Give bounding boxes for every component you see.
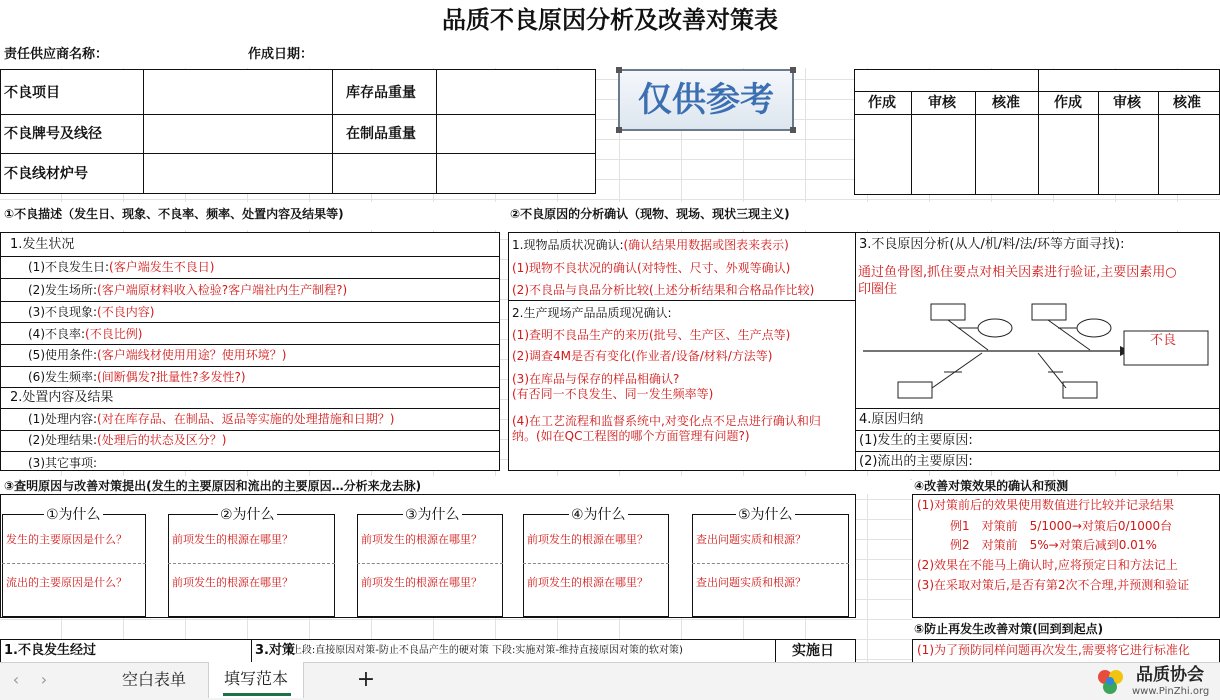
why1-q2: 流出的主要原因是什么？ (6, 576, 127, 589)
why4-q2: 前项发生的根源在哪里？ (527, 576, 648, 589)
s1-i3: (3)不良现象: (28, 305, 98, 319)
s2-p2: 2.生产现场产品品质现况确认: (512, 306, 672, 320)
tab-next-button[interactable]: › (40, 670, 48, 689)
s1-i4-note: (不良比例) (85, 327, 143, 341)
s2-p1b: (2)不良品与良品分析比较(上述分析结果和合格品作比较) (512, 283, 815, 297)
why-label-2: ②为什么 (220, 507, 275, 523)
section1-title: ①不良描述（发生日、现象、不良率、频率、处置内容及结果等) (4, 207, 344, 221)
fishbone-head-label: 不良 (1150, 333, 1177, 348)
s2-p2d2: 纳。(如在QC工程图的哪个方面管理有问题?) (512, 429, 750, 443)
s2-p2c2: (有否同一不良发生、同一发生频率等) (512, 387, 714, 401)
approval-table (854, 69, 1220, 195)
bottom-b3: 3.对策 (255, 643, 295, 658)
approval-approve-2: 核准 (1173, 95, 1201, 111)
why-label-4: ④为什么 (571, 507, 626, 523)
s1-j2-note: (处理后的状态及区分？) (97, 433, 227, 447)
why-box-2 (168, 514, 335, 617)
s1-i2: (2)发生场所: (28, 283, 98, 297)
s4-a2: 例1 对策前 5/1000→对策后0/1000台 (950, 519, 1173, 533)
bad-batch-label: 不良线材炉号 (4, 166, 88, 182)
s5-a1: (1)为了预防同样问题再次发生,需要将它进行标准化 (917, 643, 1190, 657)
why-box-1 (2, 514, 146, 617)
s1-j3: (3)其它事项: (28, 456, 98, 470)
s2-p1a: (1)现物不良状况的确认(对特性、尺寸、外观等确认) (512, 261, 791, 275)
tab-prev-button[interactable]: ‹ (12, 670, 20, 689)
s1-i3-note: (不良内容) (97, 305, 155, 319)
bad-grade-label: 不良牌号及线径 (4, 126, 102, 142)
bad-item-label: 不良项目 (4, 85, 60, 101)
s4-a4: (2)效果在不能马上确认时,应将预定日和方法记上 (917, 558, 1178, 572)
section3-title: ③查明原因与改善对策提出(发生的主要原因和流出的主要原因…分析来龙去脉) (4, 479, 422, 493)
s2-p2a: (1)查明不良品生产的来历(批号、生产区、生产点等) (512, 328, 791, 342)
watermark-image[interactable] (618, 69, 794, 131)
s2-p3r2: 印圈住 (858, 282, 898, 297)
section4-box (912, 494, 1220, 618)
why3-q1: 前项发生的根源在哪里？ (361, 533, 482, 546)
s1-h1: 1.发生状况 (10, 237, 75, 252)
section2-title: ②不良原因的分析确认（现物、现场、现状三现主义) (510, 207, 790, 221)
fishbone-diagram (858, 300, 1218, 406)
why-box-3 (357, 514, 503, 617)
s1-i6-note: (间断偶发?批量性?多发性?) (97, 370, 246, 384)
s2-p1-note: (确认结果用数据或图表来表示) (623, 238, 789, 252)
why-label-1: ①为什么 (46, 507, 101, 523)
tab-filled-example-label: 填写范本 (223, 669, 288, 688)
logo-name: 品质协会 (1136, 665, 1204, 685)
s1-i4: (4)不良率: (28, 327, 86, 341)
why4-q1: 前项发生的根源在哪里？ (527, 533, 648, 546)
why-label-3: ③为什么 (405, 507, 460, 523)
s1-i2-note: (客户端原材料收入检验?客户端社内生产制程?) (97, 283, 348, 297)
why5-q1: 查出问题实质和根源？ (696, 533, 806, 546)
s1-i5: (5)使用条件: (28, 348, 98, 362)
site-logo (1094, 665, 1218, 699)
s2-p2c1: (3)在库品与保存的样品相确认? (512, 372, 680, 386)
s1-j1-note: (对在库存品、在制品、返品等实施的处理措施和日期？) (97, 412, 395, 426)
stock-weight-label: 库存品重量 (346, 85, 416, 101)
why-label-5: ⑤为什么 (738, 507, 793, 523)
s2-p3r1: 通过鱼骨图,抓住要点对相关因素进行验证,主要因素用○ (858, 265, 1177, 280)
s1-j1: (1)处理内容: (28, 412, 98, 426)
tab-filled-example[interactable] (208, 662, 304, 698)
logo-url: www.PinZhi.org (1132, 686, 1210, 697)
approval-make-1: 作成 (868, 95, 896, 111)
add-sheet-button[interactable]: + (356, 667, 376, 692)
bottom-b3-date: 实施日 (792, 643, 834, 659)
why5-q2: 查出问题实质和根源？ (696, 576, 806, 589)
s1-i5-note: (客户端线材使用用途？使用环境？) (97, 348, 287, 362)
watermark-text: 仅供参考 (638, 80, 774, 120)
sheet-tab-bar (0, 662, 1220, 700)
s1-h2: 2.处置内容及结果 (10, 390, 114, 405)
s2-p3: 3.不良原因分析(从人/机/料/法/环等方面寻找): (859, 237, 1125, 252)
why2-q2: 前项发生的根源在哪里？ (172, 576, 293, 589)
approval-review-2: 审核 (1113, 95, 1141, 111)
s4-a1: (1)对策前后的效果使用数值进行比较并记录结果 (917, 498, 1174, 512)
s2-p2d1: (4)在工艺流程和监督系统中,对变化点不足点进行确认和归 (512, 414, 821, 428)
bottom-b3-note: (上段:直接原因对策-防止不良品产生的硬对策 下段:实施对策-维持直接原因对策的软对策) (288, 645, 683, 656)
approval-make-2: 作成 (1054, 95, 1082, 111)
supplier-label: 责任供应商名称： (4, 47, 109, 62)
section4-title: ④改善对策效果的确认和预测 (914, 479, 1069, 493)
s4-a3: 例2 对策前 5%→对策后减到0.01% (950, 538, 1157, 552)
s1-i6: (6)发生频率: (28, 370, 98, 384)
why3-q2: 前项发生的根源在哪里？ (361, 576, 482, 589)
tab-blank-form[interactable]: 空白表单 (121, 670, 186, 689)
wip-weight-label: 在制品重量 (346, 126, 416, 142)
logo-mark-icon (1094, 665, 1128, 699)
s2-p4a: (1)发生的主要原因: (859, 433, 973, 448)
s4-a5: (3)在采取对策后,是否有第2次不合理,并预测和验证 (917, 578, 1190, 592)
approval-approve-1: 核准 (992, 95, 1020, 111)
s1-j2: (2)处理结果: (28, 433, 98, 447)
s2-p4b: (2)流出的主要原因: (859, 454, 973, 469)
s1-i1-note: (客户端发生不良日) (109, 260, 215, 274)
s1-i1: (1)不良发生日: (28, 260, 110, 274)
page-title: 品质不良原因分析及改善对策表 (442, 5, 778, 34)
date-label: 作成日期： (248, 47, 314, 62)
why1-q1: 发生的主要原因是什么？ (6, 533, 127, 546)
why-box-5 (692, 514, 849, 617)
approval-review-1: 审核 (928, 95, 956, 111)
s2-p1: 1.现物品质状况确认: (512, 238, 624, 252)
section5-title: ⑤防止再发生改善对策(回到到起点) (914, 622, 1104, 636)
why-box-4 (523, 514, 669, 617)
bottom-b1: 1.不良发生经过 (4, 643, 96, 658)
s2-p4: 4.原因归纳 (859, 412, 924, 427)
why2-q1: 前项发生的根源在哪里？ (172, 533, 293, 546)
s2-p2b: (2)调查4M是否有变化(作业者/设备/材料/方法等) (512, 349, 773, 363)
